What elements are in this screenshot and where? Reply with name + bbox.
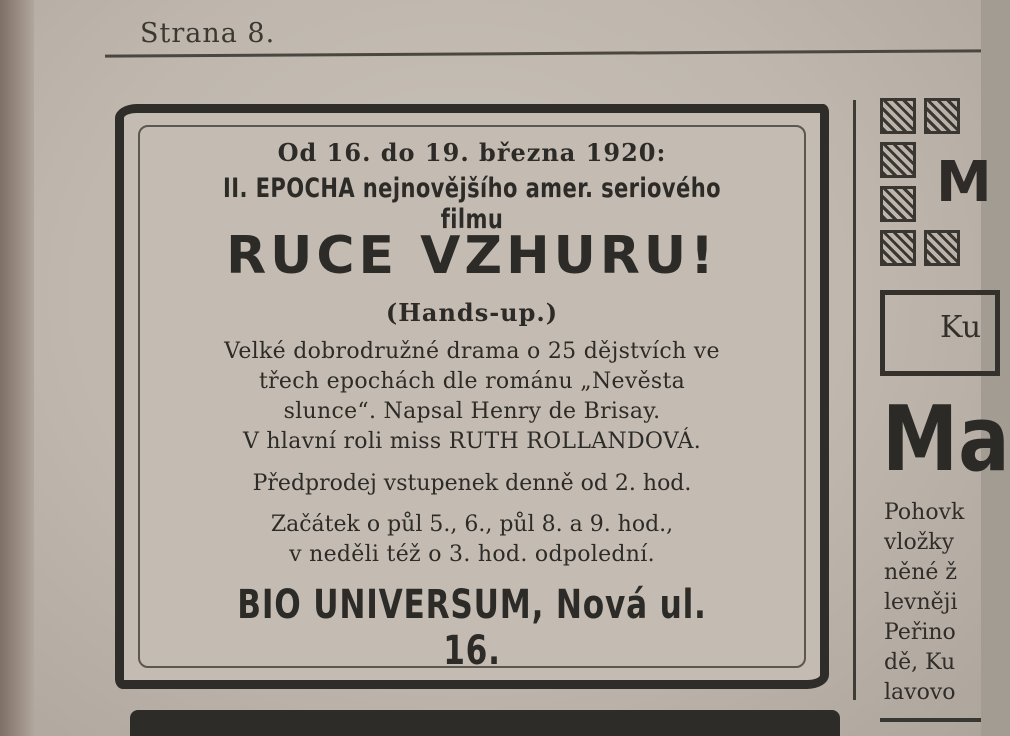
ornament-tile [880, 98, 916, 134]
ornament-tile [924, 98, 960, 134]
right-column-text [884, 498, 1004, 708]
film-advertisement [130, 132, 814, 674]
ad-body-line: slunce“. Napsal Henry de Brisay. [283, 398, 661, 424]
ornament-tile [924, 230, 960, 266]
right-column-big-heading: Ma [882, 387, 1010, 492]
ad-title: RUCE VZHURU! [226, 226, 718, 286]
ad-times-line: Začátek o půl 5., 6., půl 8. a 9. hod., [270, 511, 674, 537]
next-advertisement-border [130, 710, 840, 736]
ad-episode: II. EPOCHA nejnovějšího amer. seriového filmu [223, 173, 721, 235]
page-number-label: Strana 8. [140, 18, 276, 49]
ornament-tile [880, 186, 916, 222]
right-column-line: něné ž [884, 560, 957, 585]
right-column-line: levněji [884, 590, 958, 615]
right-column-line: Peřino [884, 620, 956, 645]
right-column-bottom-rule [880, 718, 981, 722]
ad-venue: BIO UNIVERSUM, Nová ul. 16. [237, 581, 707, 674]
ad-dates: Od 16. do 19. března 1920: [277, 138, 667, 167]
ornament-tile [880, 142, 916, 178]
ad-subtitle: (Hands-up.) [385, 297, 559, 327]
right-column-line: vložky [884, 530, 955, 555]
right-column-line: Pohovk [884, 500, 965, 525]
ad-presale: Předprodej vstupenek denně od 2. hod. [252, 470, 692, 496]
right-column-line: lavovo [884, 680, 956, 705]
book-spine [0, 0, 34, 736]
ad-times-line: v neděli též o 3. hod. odpolední. [289, 541, 655, 567]
right-column-line: dě, Ku [884, 650, 956, 675]
right-column-heading-letter: M [936, 150, 992, 215]
ad-body-line: V hlavní roli miss RUTH ROLLANDOVÁ. [242, 428, 702, 454]
right-column-box-text: Ku [940, 310, 982, 345]
ad-body-line: třech epochách dle románu „Nevěsta [258, 368, 686, 394]
ad-body-line: Velké dobrodružné drama o 25 dějstvích ve [224, 338, 720, 364]
column-divider [853, 100, 856, 700]
ornament-tile [880, 230, 916, 266]
